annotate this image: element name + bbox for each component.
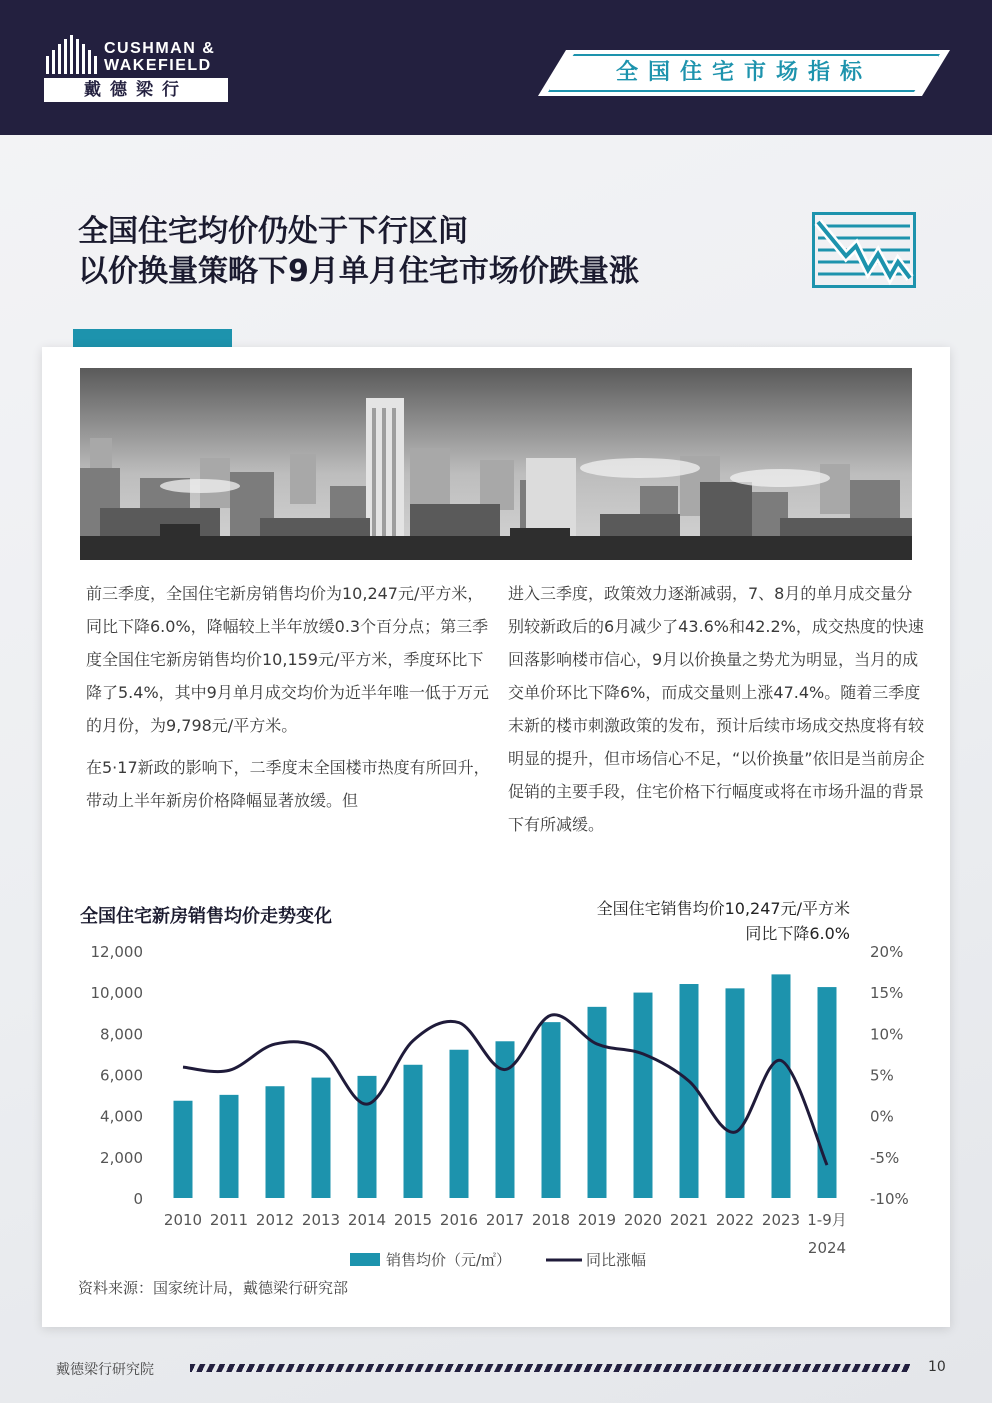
- y-right-tick: 20%: [870, 943, 904, 961]
- x-tick: 2011: [209, 1211, 249, 1229]
- x-tick: 2013: [301, 1211, 341, 1229]
- x-tick-sub: 2024: [807, 1239, 847, 1257]
- y-right-tick: 5%: [870, 1066, 894, 1085]
- bar-2021: [680, 984, 699, 1198]
- building-bars-icon: [44, 34, 100, 74]
- x-tick: 2017: [485, 1211, 525, 1229]
- footer-label: 戴德梁行研究院: [56, 1362, 154, 1378]
- y-right-tick: -10%: [870, 1190, 909, 1208]
- footer-divider: [190, 1364, 910, 1372]
- chart-note-line1: 全国住宅销售均价10,247元/平方米: [596, 899, 850, 918]
- x-tick: 2012: [255, 1211, 295, 1229]
- y-left-tick: 6,000: [100, 1066, 143, 1085]
- x-tick: 1-9月: [807, 1211, 847, 1229]
- y-left-tick: 8,000: [100, 1025, 143, 1044]
- title-line-2: 以价换量策略下9月单月住宅市场价跌量涨: [78, 254, 639, 289]
- y-right-tick: 10%: [870, 1025, 904, 1044]
- x-tick: 2018: [531, 1211, 571, 1229]
- accent-bar: [73, 329, 232, 347]
- chart-title: 全国住宅新房销售均价走势变化: [80, 906, 332, 927]
- brand-cn: 戴德梁行: [44, 78, 228, 102]
- y-right-tick: 15%: [870, 984, 904, 1003]
- legend-bar-label: 销售均价（元/㎡）: [386, 1251, 512, 1269]
- chart-note-line2: 同比下降6.0%: [745, 924, 850, 943]
- paragraph: 在5·17新政的影响下，二季度末全国楼市热度有所回升，带动上半年新房价格降幅显著放缓。但: [86, 758, 490, 810]
- city-skyline-photo: [80, 368, 912, 560]
- bar-2013: [312, 1078, 331, 1198]
- y-left-tick: 12,000: [90, 943, 143, 961]
- x-tick: 2014: [347, 1211, 387, 1229]
- x-tick: 2019: [577, 1211, 617, 1229]
- price-trend-chart: [60, 935, 940, 1285]
- page-title: [78, 212, 778, 292]
- bar-2016: [450, 1050, 469, 1198]
- y-right-tick: 0%: [870, 1107, 894, 1126]
- bar-2014: [358, 1076, 377, 1198]
- legend-bar-swatch: [350, 1253, 380, 1266]
- bar-1-9月: [818, 987, 837, 1198]
- bar-2015: [404, 1065, 423, 1198]
- y-left-tick: 4,000: [100, 1107, 143, 1126]
- x-tick: 2016: [439, 1211, 479, 1229]
- x-tick: 2021: [669, 1211, 709, 1229]
- bar-2018: [542, 1022, 561, 1198]
- bar-2019: [588, 1007, 607, 1198]
- x-tick: 2023: [761, 1211, 801, 1229]
- bar-2011: [220, 1095, 239, 1198]
- body-right-column: [508, 577, 928, 850]
- x-tick: 2020: [623, 1211, 663, 1229]
- brand-name: [104, 40, 215, 74]
- brand-line1: CUSHMAN &: [104, 40, 216, 57]
- brand-line2: WAKEFIELD: [104, 57, 212, 74]
- y-right-tick: -5%: [870, 1148, 900, 1167]
- bar-2012: [266, 1086, 285, 1198]
- section-tag: 全国住宅市场指标: [615, 60, 872, 85]
- body-left-column: [86, 577, 496, 826]
- paragraph: 进入三季度，政策效力逐渐减弱，7、8月的单月成交量分别较新政后的6月减少了43.6%和42.2%，成交热度的快速回落影响楼市信心，9月以价换量之势尤为明显，当月的成交单价环比下降6%，而成交量则上涨47.4%。随着三季度末新的楼市刺激政策的发布，预计后续市场成交热度将有较明显的提升，但市场信心不足，“以价换量”依旧是当前房企促销的主要手段，住宅价格下行幅度或将在市场升温的背景下有所减缓。: [508, 584, 925, 834]
- x-tick: 2015: [393, 1211, 433, 1229]
- title-line-1: 全国住宅均价仍处于下行区间: [78, 214, 468, 249]
- x-tick: 2010: [163, 1211, 203, 1229]
- bar-2010: [174, 1101, 193, 1198]
- y-left-tick: 10,000: [90, 984, 143, 1003]
- brand-logo[interactable]: [44, 34, 228, 104]
- y-left-tick: 0: [133, 1190, 143, 1208]
- line-chart-icon: [812, 212, 916, 288]
- paragraph: 前三季度，全国住宅新房销售均价为10,247元/平方米，同比下降6.0%，降幅较上半年放缓0.3个百分点；第三季度全国住宅新房销售均价10,159元/平方米，季度环比下降了5.4%，其中9月单月成交均价为近半年唯一低于万元的月份，为9,798元/平方米。: [86, 584, 489, 735]
- source-note: 资料来源：国家统计局，戴德梁行研究部: [78, 1279, 349, 1297]
- bar-2022: [726, 988, 745, 1198]
- page-number: 10: [928, 1359, 946, 1375]
- y-left-tick: 2,000: [100, 1148, 143, 1167]
- x-tick: 2022: [715, 1211, 755, 1229]
- bar-2020: [634, 993, 653, 1198]
- bar-2023: [772, 974, 791, 1198]
- legend-line-label: 同比涨幅: [586, 1251, 647, 1269]
